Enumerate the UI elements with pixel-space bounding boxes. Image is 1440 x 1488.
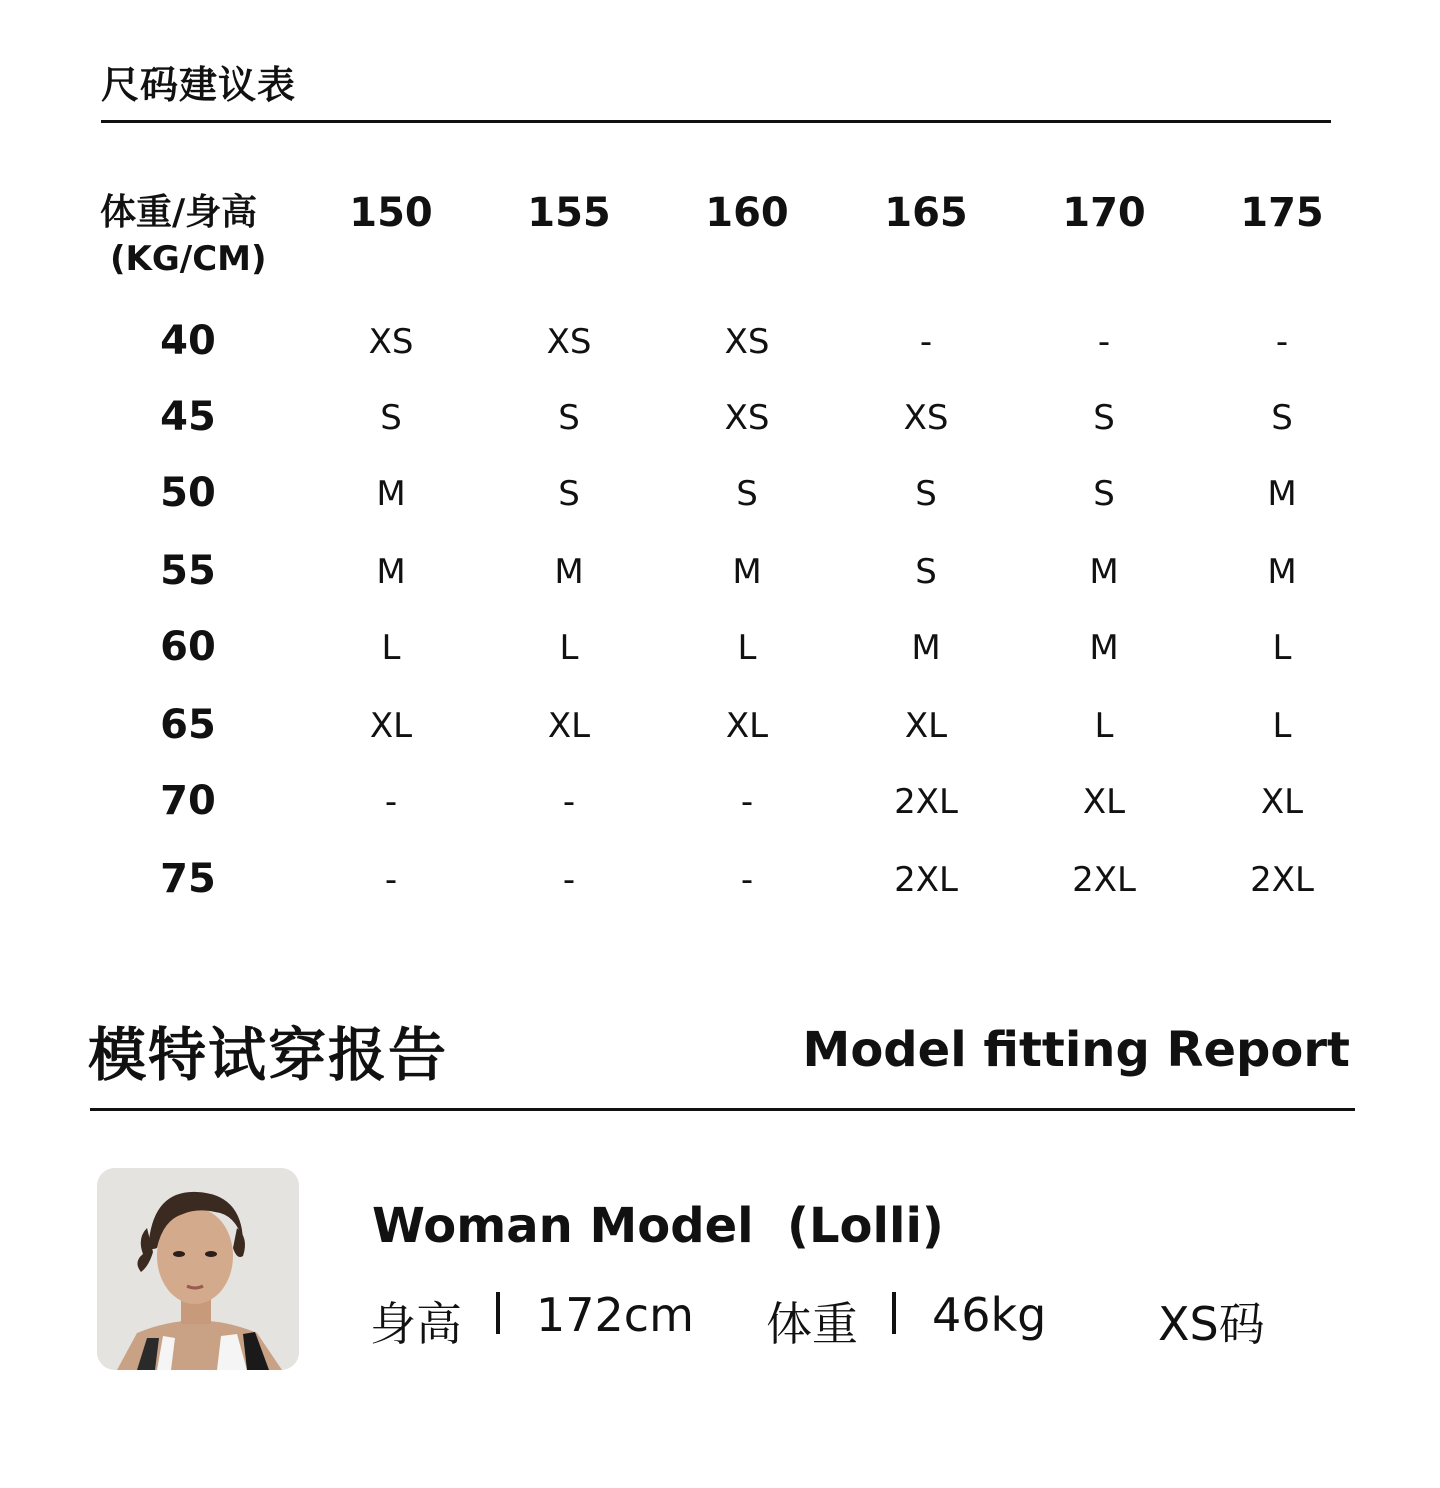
size-cell: XS	[903, 398, 949, 438]
section-divider	[90, 1108, 1355, 1111]
size-cell: S	[558, 398, 580, 438]
size-cell: M	[911, 628, 941, 668]
height-header: 150	[349, 190, 433, 236]
size-cell: L	[559, 628, 579, 668]
weight-row-label: 40	[160, 318, 216, 364]
height-value: 172cm	[536, 1288, 694, 1342]
model-size: XS码	[1158, 1297, 1265, 1351]
size-cell: M	[554, 552, 584, 592]
weight-value: 46kg	[932, 1288, 1047, 1342]
weight-row-label: 55	[160, 548, 216, 594]
model-avatar	[97, 1168, 299, 1370]
size-cell: L	[1094, 706, 1114, 746]
size-cell: 2XL	[894, 860, 958, 900]
size-cell: XL	[1082, 782, 1126, 822]
size-cell: 2XL	[1250, 860, 1314, 900]
size-cell: M	[1267, 474, 1297, 514]
title-divider	[101, 120, 1331, 123]
size-cell: XL	[547, 706, 591, 746]
size-cell: S	[1093, 474, 1115, 514]
weight-row-label: 70	[160, 778, 216, 824]
size-cell: -	[562, 782, 576, 822]
height-header: 170	[1062, 190, 1146, 236]
size-cell: S	[915, 552, 937, 592]
height-label: 身高	[370, 1297, 462, 1351]
size-cell: -	[740, 782, 754, 822]
size-cell: L	[1272, 706, 1292, 746]
weight-row-label: 65	[160, 702, 216, 748]
size-cell: XS	[724, 322, 770, 362]
size-cell: S	[380, 398, 402, 438]
height-header: 175	[1240, 190, 1324, 236]
corner-label-line1: 体重/身高	[100, 192, 258, 233]
size-cell: -	[1275, 322, 1289, 362]
size-cell: L	[381, 628, 401, 668]
height-header: 155	[527, 190, 611, 236]
table-corner-header	[100, 190, 280, 282]
size-cell: -	[384, 860, 398, 900]
size-cell: M	[1267, 552, 1297, 592]
size-cell: 2XL	[894, 782, 958, 822]
size-cell: XL	[725, 706, 769, 746]
size-cell: S	[1093, 398, 1115, 438]
size-cell: 2XL	[1072, 860, 1136, 900]
size-cell: M	[376, 552, 406, 592]
size-cell: XS	[368, 322, 414, 362]
size-cell: M	[732, 552, 762, 592]
weight-separator	[892, 1292, 896, 1334]
size-cell: S	[1271, 398, 1293, 438]
size-cell: XL	[1260, 782, 1304, 822]
weight-row-label: 50	[160, 470, 216, 516]
size-cell: -	[1097, 322, 1111, 362]
fitting-report-title-cn: 模特试穿报告	[88, 1021, 449, 1089]
weight-label: 体重	[766, 1297, 858, 1351]
size-cell: -	[562, 860, 576, 900]
size-cell: M	[1089, 552, 1119, 592]
fitting-report-title-en: Model fitting Report	[802, 1022, 1350, 1078]
size-chart-title: 尺码建议表	[101, 63, 297, 107]
height-header: 165	[884, 190, 968, 236]
size-cell: L	[737, 628, 757, 668]
size-cell: XS	[724, 398, 770, 438]
size-cell: XL	[904, 706, 948, 746]
model-portrait-icon	[97, 1168, 299, 1370]
size-cell: XL	[369, 706, 413, 746]
size-cell: S	[558, 474, 580, 514]
model-name: Woman Model (Lolli)	[372, 1198, 944, 1254]
weight-row-label: 45	[160, 394, 216, 440]
size-cell: S	[736, 474, 758, 514]
size-cell: -	[384, 782, 398, 822]
size-cell: -	[919, 322, 933, 362]
weight-row-label: 75	[160, 856, 216, 902]
height-separator	[496, 1292, 500, 1334]
size-cell: M	[1089, 628, 1119, 668]
size-cell: M	[376, 474, 406, 514]
weight-row-label: 60	[160, 624, 216, 670]
size-cell: -	[740, 860, 754, 900]
size-cell: XS	[546, 322, 592, 362]
height-header: 160	[705, 190, 789, 236]
size-cell: S	[915, 474, 937, 514]
size-cell: L	[1272, 628, 1292, 668]
corner-label-line2: (KG/CM)	[110, 239, 267, 279]
